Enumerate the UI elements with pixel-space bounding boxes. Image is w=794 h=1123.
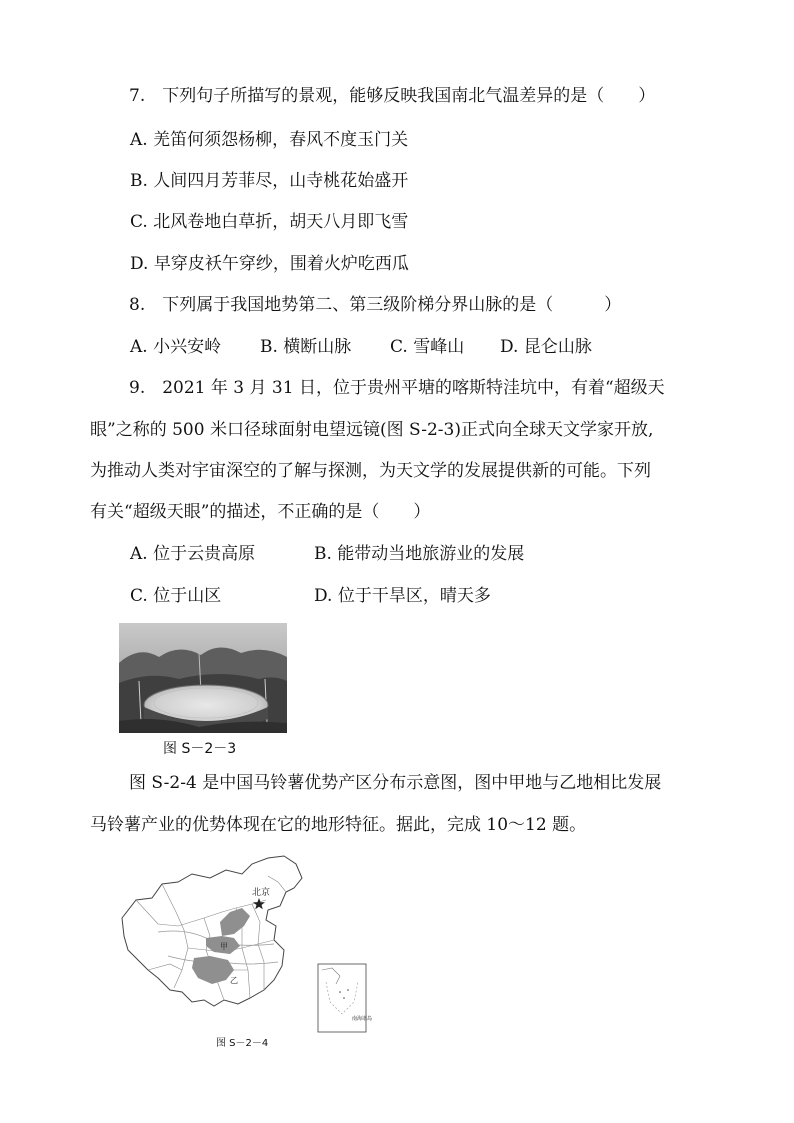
- intro-line-1: 图 S-2-4 是中国马铃薯优势产区分布示意图，图中甲地与乙地相比发展: [129, 773, 662, 793]
- question-8-stem: 8. 下列属于我国地势第二、第三级阶梯分界山脉的是（ ）: [129, 295, 622, 315]
- figure-s-2-3-caption: 图 S－2－3: [163, 741, 237, 757]
- question-8-option-a: A. 小兴安岭: [130, 337, 222, 357]
- question-8-option-c: C. 雪峰山: [390, 337, 465, 357]
- question-7-option-d: D. 早穿皮袄午穿纱，围着火炉吃西瓜: [130, 254, 409, 274]
- question-8-option-b: B. 横断山脉: [260, 337, 352, 357]
- question-9-line-1: 9. 2021 年 3 月 31 日，位于贵州平塘的喀斯特洼坑中，有着“超级天: [129, 378, 665, 398]
- jia-label: 甲: [220, 942, 228, 951]
- china-potato-region-map: [118, 852, 373, 1032]
- beijing-label: 北京: [252, 888, 271, 898]
- question-9-option-a: A. 位于云贵高原: [130, 544, 256, 564]
- question-7-option-a: A. 羌笛何须怨杨柳，春风不度玉门关: [130, 130, 409, 150]
- yi-label: 乙: [230, 976, 238, 985]
- question-7-option-c: C. 北风卷地白草折，胡天八月即飞雪: [130, 212, 409, 232]
- question-8-options: [130, 335, 592, 359]
- question-8-option-d: D. 昆仑山脉: [500, 337, 592, 357]
- question-9-line-4: 有关“超级天眼”的描述，不正确的是（ ）: [90, 502, 431, 522]
- inset-label: 南海诸岛: [352, 1016, 373, 1022]
- question-9-option-b: B. 能带动当地旅游业的发展: [314, 544, 525, 564]
- question-7-stem: 7. 下列句子所描写的景观，能够反映我国南北气温差异的是（ ）: [129, 86, 656, 106]
- question-9-option-c: C. 位于山区: [130, 586, 222, 606]
- intro-line-2: 马铃薯产业的优势体现在它的地形特征。据此，完成 10～12 题。: [90, 815, 587, 835]
- question-9-option-d: D. 位于干旱区，晴天多: [314, 586, 491, 606]
- question-9-line-3: 为推动人类对宇宙深空的了解与探测，为天文学的发展提供新的可能。下列: [90, 461, 651, 481]
- telescope-photo: [119, 623, 287, 733]
- question-9-options-row-1: [130, 542, 524, 566]
- question-9-line-2: 眼”之称的 500 米口径球面射电望远镜(图 S-2-3)正式向全球天文学家开放,: [90, 420, 654, 440]
- question-9-options-row-2: [130, 584, 491, 608]
- question-7-option-b: B. 人间四月芳菲尽，山寺桃花始盛开: [130, 171, 409, 191]
- figure-s-2-4-caption: 图 S－2－4: [216, 1038, 269, 1049]
